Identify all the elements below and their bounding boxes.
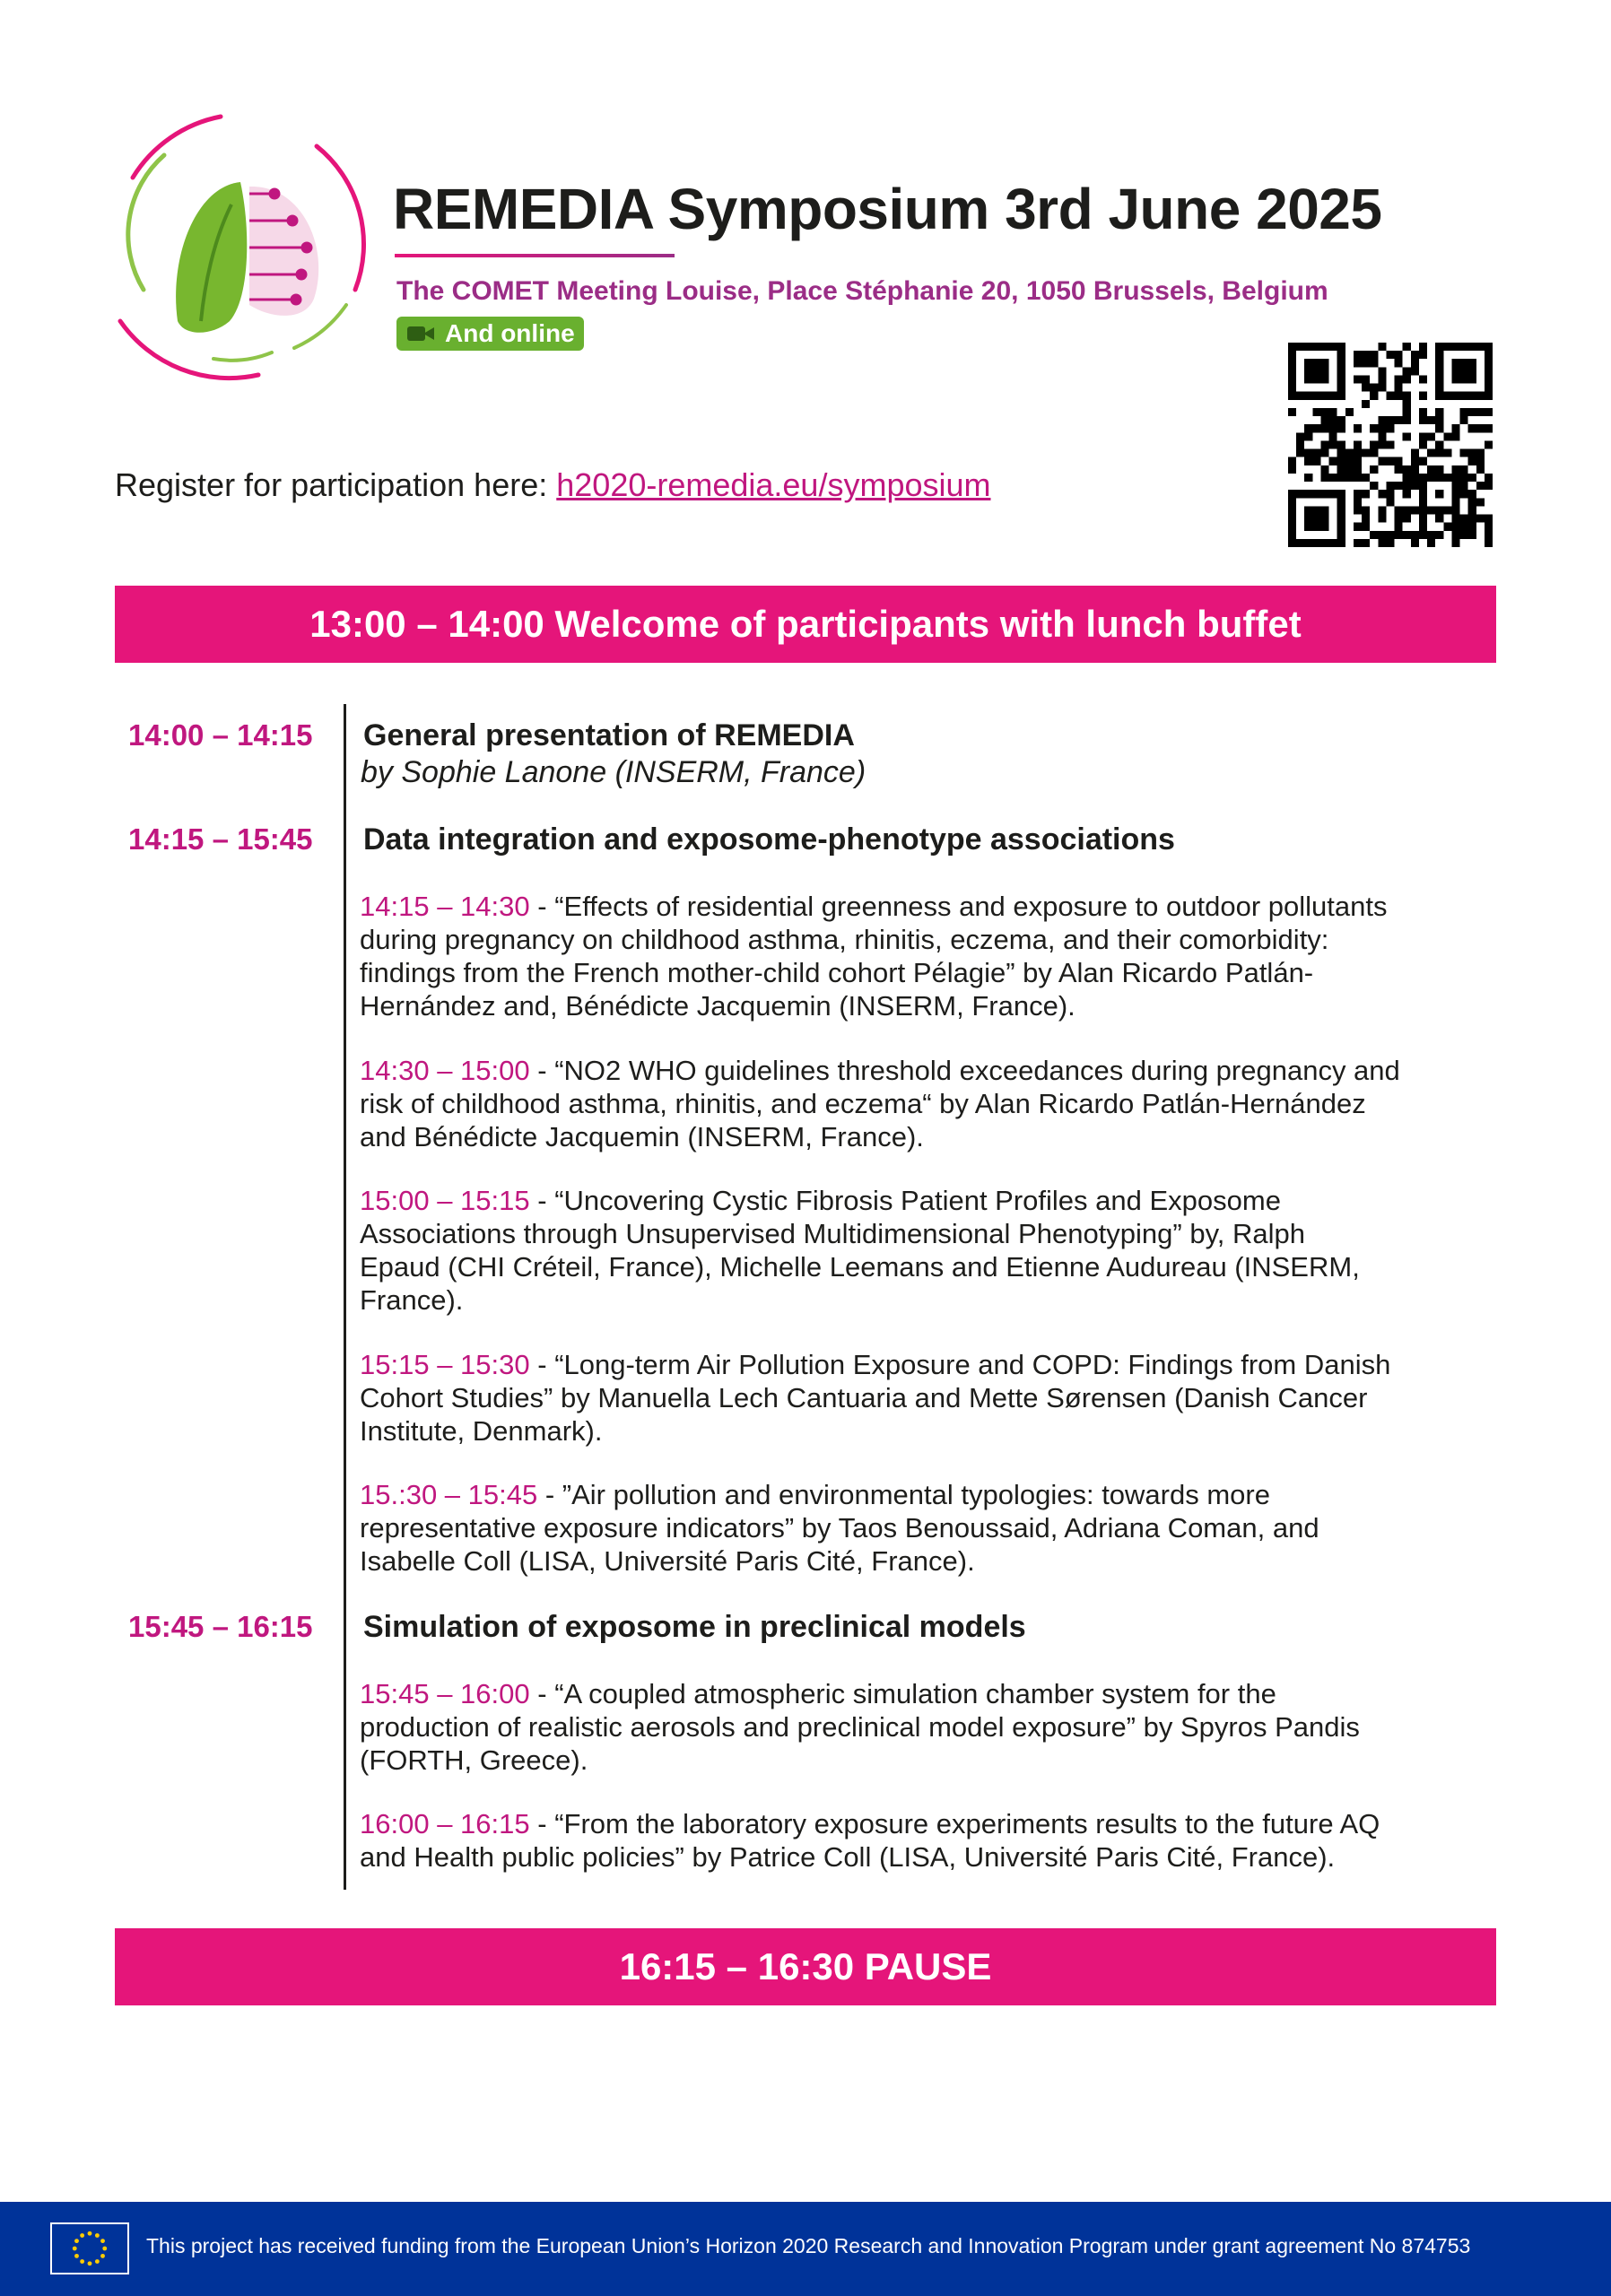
register-link[interactable]: h2020-remedia.eu/symposium <box>556 466 991 503</box>
register-label: Register for participation here: <box>115 466 557 503</box>
online-badge <box>396 317 584 351</box>
qr-code-icon[interactable] <box>1288 343 1493 547</box>
welcome-band: 13:00 – 14:00 Welcome of participants with lunch buffet <box>115 586 1496 663</box>
timeline-divider <box>344 704 346 1890</box>
talk-item: 15:45 – 16:00 - “A coupled atmospheric simulation chamber system for the production of realistic aerosols and preclinical model exposure” by Spyros Pandis (FORTH, Greece). <box>360 1678 1360 1776</box>
venue-address: The COMET Meeting Louise, Place Stéphanie 20, 1050 Brussels, Belgium <box>396 276 1328 306</box>
talk-time: 15:00 – 15:15 <box>360 1185 530 1216</box>
talk-item: 14:15 – 14:30 - “Effects of residential greenness and exposure to outdoor pollutants during pregnancy on childhood asthma, rhinitis, eczema, and their comorbidity: findings from the French mother-child cohort Pélagie” by Alan Ricardo Patlán- Hernández and, Bénédicte Jacquemin (INSERM, France). <box>360 891 1388 1022</box>
talk-item: 15:15 – 15:30 - “Long-term Air Pollution Exposure and COPD: Findings from Danish Cohort Studies” by Manuella Lech Cantuaria and Mette Sørensen (Danish Cancer Institute, Denmark). <box>360 1349 1391 1447</box>
slot-time: 14:00 – 14:15 <box>128 718 313 752</box>
remedia-logo <box>115 106 384 388</box>
slot-title: Data integration and exposome-phenotype associations <box>363 822 1175 857</box>
slot-title: General presentation of REMEDIA <box>363 718 855 752</box>
slot-time: 14:15 – 15:45 <box>128 822 313 856</box>
talk-time: 15.:30 – 15:45 <box>360 1479 538 1510</box>
slot-title: Simulation of exposome in preclinical models <box>363 1610 1026 1644</box>
eu-flag-icon <box>50 2222 129 2274</box>
page-title: REMEDIA Symposium 3rd June 2025 <box>393 177 1382 241</box>
funding-notice: This project has received funding from the European Union’s Horizon 2020 Research and Innovation Program under grant agreement No 874753 <box>146 2234 1471 2257</box>
talk-time: 14:15 – 14:30 <box>360 891 530 922</box>
title-underline <box>395 254 675 257</box>
pause-band: 16:15 – 16:30 PAUSE <box>115 1928 1496 2005</box>
slot-speaker: by Sophie Lanone (INSERM, France) <box>361 755 866 789</box>
talk-item: 15.:30 – 15:45 - ”Air pollution and environmental typologies: towards more representative exposure indicators” by Taos Benoussaid, Adriana Coman, and Isabelle Coll (LISA, Université Paris Cité, France). <box>360 1479 1319 1577</box>
slot-time: 15:45 – 16:15 <box>128 1610 313 1643</box>
talk-time: 15:45 – 16:00 <box>360 1678 530 1709</box>
talk-time: 16:00 – 16:15 <box>360 1808 530 1839</box>
talk-time: 14:30 – 15:00 <box>360 1055 530 1086</box>
register-line <box>115 466 991 504</box>
talk-item: 14:30 – 15:00 - “NO2 WHO guidelines threshold exceedances during pregnancy and risk of childhood asthma, rhinitis, and eczema“ by Alan Ricardo Patlán-Hernández and Bénédicte Jacquemin (INSERM, France). <box>360 1055 1400 1152</box>
talk-item: 16:00 – 16:15 - “From the laboratory exposure experiments results to the future AQ and Health public policies” by Patrice Coll (LISA, Université Paris Cité, France). <box>360 1808 1380 1873</box>
online-label: And online <box>445 319 575 347</box>
talk-time: 15:15 – 15:30 <box>360 1349 530 1380</box>
video-camera-icon <box>407 325 434 343</box>
talk-item: 15:00 – 15:15 - “Uncovering Cystic Fibrosis Patient Profiles and Exposome Associations through Unsupervised Multidimensional Phenotyping” by, Ralph Epaud (CHI Créteil, France), Michelle Leemans and Etienne Audureau (INSERM, France). <box>360 1185 1360 1316</box>
